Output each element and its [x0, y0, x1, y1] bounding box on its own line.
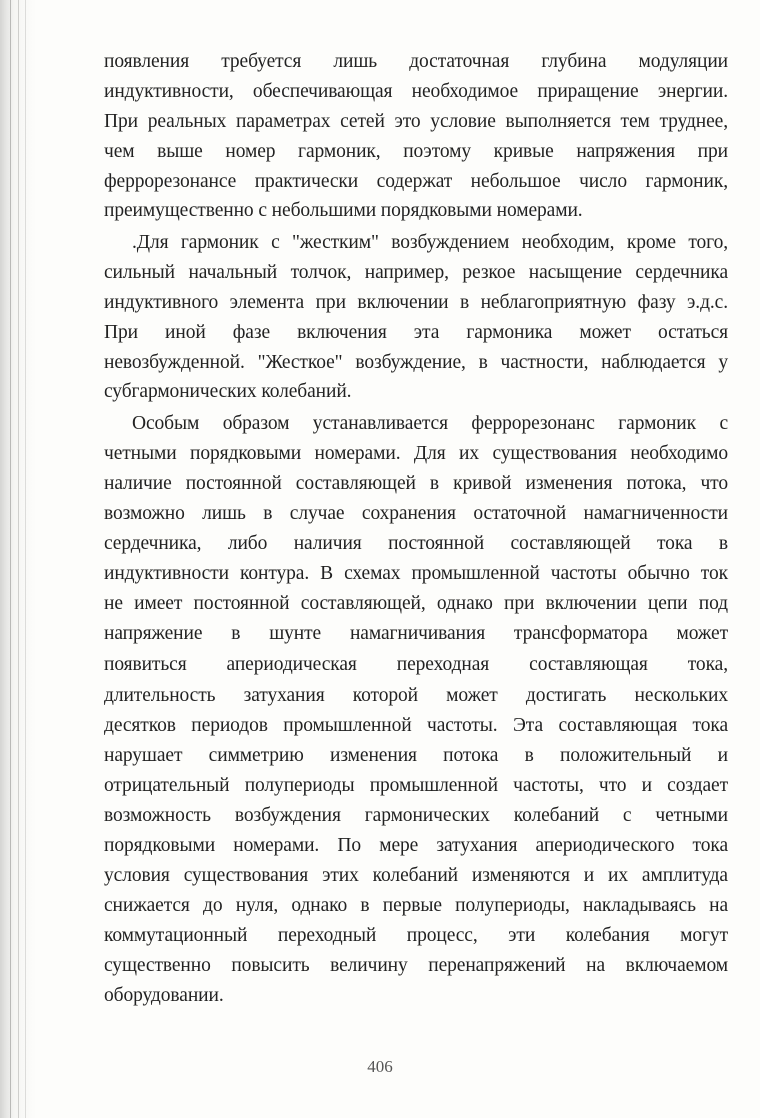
paragraph-2-line: субгармонических колебаний. — [104, 381, 352, 402]
paragraph-3-line: десятков периодов промышленной частоты. Эта составляющая тока — [104, 715, 728, 736]
paragraph-3-line: коммутационный переходный процесс, эти колебания могут — [104, 925, 728, 946]
paragraph-3-line: существенно повысить величину перенапряжений на включаемом — [104, 955, 728, 976]
paragraph-3-line: отрицательный полупериоды промышленной частоты, что и создает — [104, 775, 728, 796]
paragraph-2-line: невозбужденной. "Жесткое" возбуждение, в частности, наблюдается у — [104, 352, 728, 373]
paragraph-3-line: индуктивности контура. В схемах промышленной частоты обычно ток — [104, 563, 728, 584]
paragraph-3-line: не имеет постоянной составляющей, однако при включении цепи под — [104, 593, 728, 614]
paragraph-3-line: напряжение в шунте намагничивания трансформатора может — [104, 623, 728, 644]
paragraph-1-line: феррорезонансе практически содержат небольшое число гармоник, — [104, 171, 728, 192]
paragraph-3-line: оборудовании. — [104, 985, 224, 1006]
paragraph-3-line: порядковыми номерами. По мере затухания апериодического тока — [104, 835, 728, 856]
paragraph-3-line: нарушает симметрию изменения потока в положительный и — [104, 745, 728, 766]
paragraph-1-line: индуктивности, обеспечивающая необходимое приращение энергии. — [104, 81, 728, 102]
paragraph-2-line: При иной фазе включения эта гармоника может остаться — [104, 322, 728, 343]
paragraph-3-line: появиться апериодическая переходная составляющая тока, — [104, 654, 728, 675]
paragraph-3-line: сердечника, либо наличия постоянной составляющей тока в — [104, 533, 728, 554]
paragraph-3-line: возможно лишь в случае сохранения остаточной намагниченности — [104, 503, 728, 524]
paragraph-1-line: чем выше номер гармоник, поэтому кривые напряжения при — [104, 141, 728, 162]
paragraph-3-line: наличие постоянной составляющей в кривой изменения потока, что — [104, 473, 728, 494]
page-number: 406 — [367, 1057, 393, 1076]
paragraph-3-line: длительность затухания которой может достигать нескольких — [104, 685, 728, 706]
paragraph-1-line: появления требуется лишь достаточная глубина модуляции — [104, 51, 728, 72]
paragraph-2-line: сильный начальный толчок, например, резкое насыщение сердечника — [104, 262, 728, 283]
paragraph-3-line: четными порядковыми номерами. Для их существования необходимо — [104, 443, 728, 464]
paragraph-2-line: .Для гармоник с "жестким" возбуждением необходим, кроме того, — [132, 232, 728, 253]
paragraph-1-line: При реальных параметрах сетей это условие выполняется тем труднее, — [104, 111, 728, 132]
paragraph-2-line: индуктивного элемента при включении в неблагоприятную фазу э.д.с. — [104, 292, 728, 313]
paragraph-3-line: возможность возбуждения гармонических колебаний с четными — [104, 805, 728, 826]
paragraph-3-line: снижается до нуля, однако в первые полупериоды, накладываясь на — [104, 895, 728, 916]
paragraph-3-line: условия существования этих колебаний изменяются и их амплитуда — [104, 865, 728, 886]
paragraph-1-line: преимущественно с небольшими порядковыми номерами. — [104, 200, 583, 221]
paragraph-3-line: Особым образом устанавливается феррорезонанс гармоник с — [132, 413, 728, 434]
